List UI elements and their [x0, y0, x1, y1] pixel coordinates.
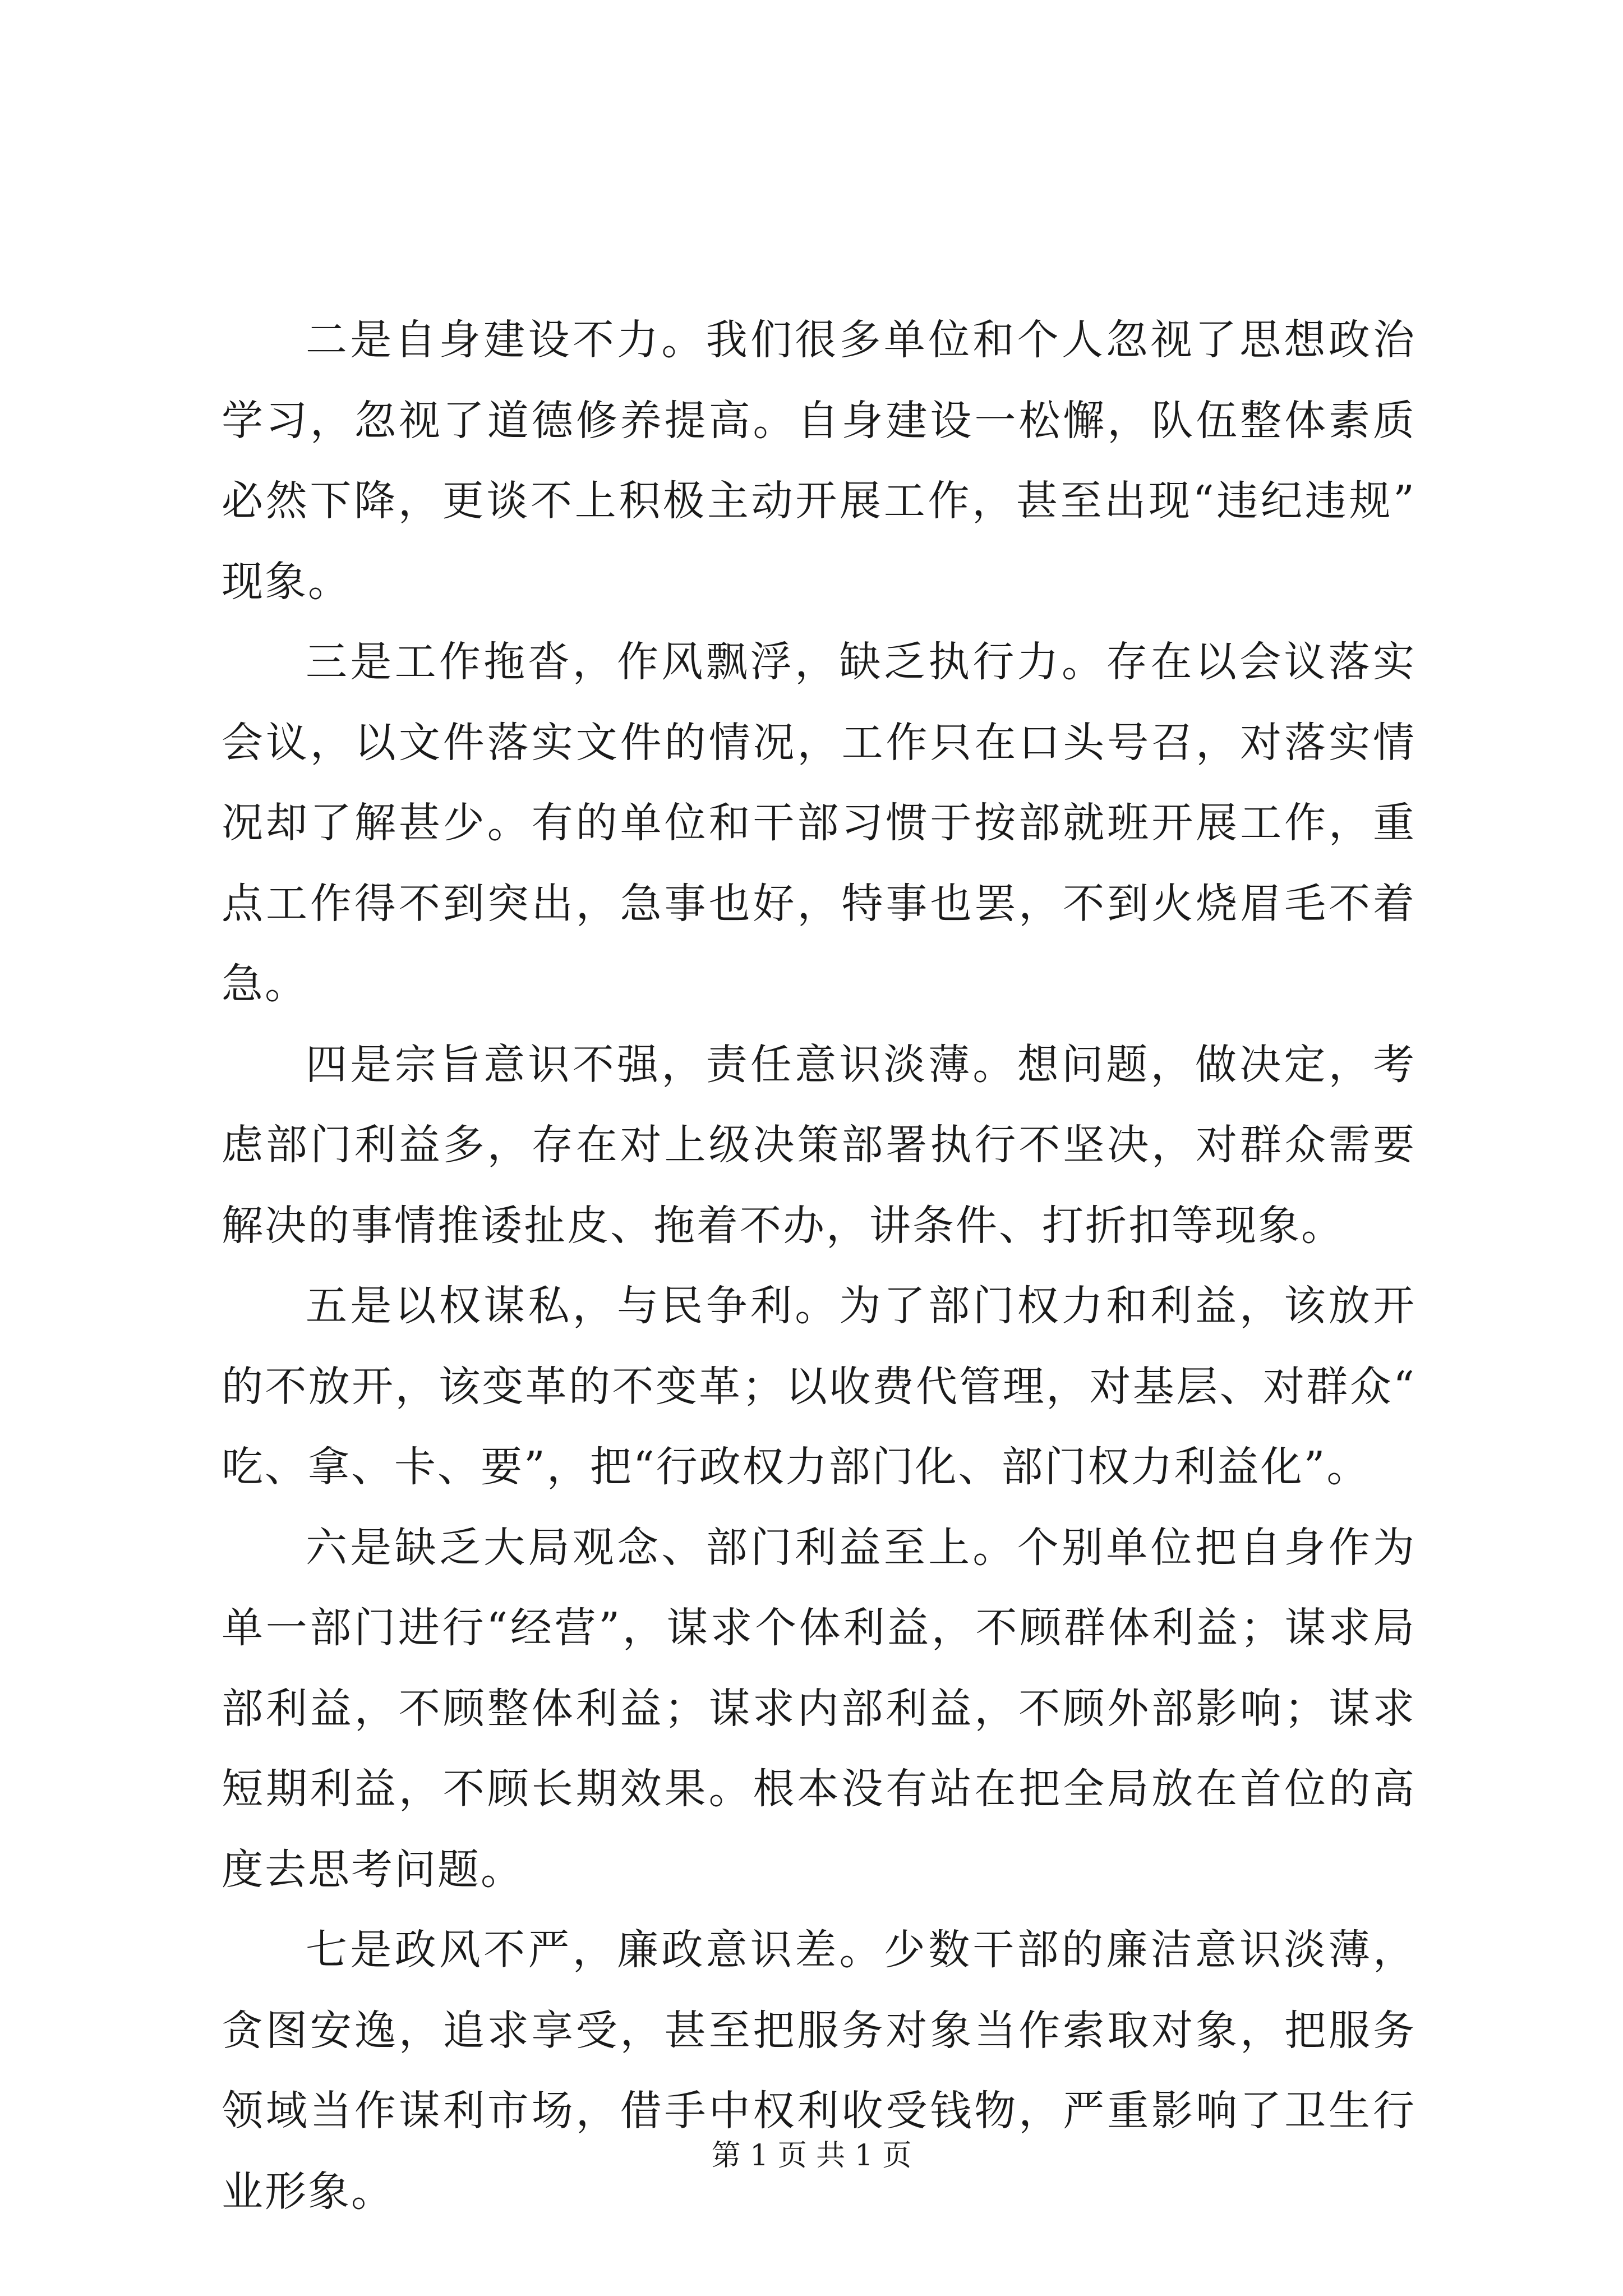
page-number: 第 1 页 共 1 页 [711, 2139, 912, 2173]
paragraph-7: 七是政风不严，廉政意识差。少数干部的廉洁意识淡薄，贪图安逸，追求享受，甚至把服务对象当作索取对象，把服务领域当作谋利市场，借手中权利收受钱物，严重影响了卫生行业形象。 [222, 1926, 1416, 2216]
paragraph-6: 六是缺乏大局观念、部门利益至上。个别单位把自身作为单一部门进行“经营”，谋求个体利益，不顾群体利益；谋求局部利益，不顾整体利益；谋求内部利益，不顾外部影响；谋求短期利益，不顾长期效果。根本没有站在把全局放在首位的高度去思考问题。 [222, 1523, 1416, 1894]
paragraph-2: 二是自身建设不力。我们很多单位和个人忽视了思想政治学习，忽视了道德修养提高。自身建设一松懈，队伍整体素质必然下降，更谈不上积极主动开展工作，甚至出现“违纪违规”现象。 [222, 316, 1416, 606]
paragraph-5: 五是以权谋私，与民争利。为了部门权力和利益，该放开的不放开，该变革的不变革；以收费代管理，对基层、对群众“吃、拿、卡、要”，把“行政权力部门化、部门权力利益化”。 [222, 1282, 1416, 1491]
paragraph-4: 四是宗旨意识不强，责任意识淡薄。想问题，做决定，考虑部门利益多，存在对上级决策部署执行不坚决，对群众需要解决的事情推诿扯皮、拖着不办，讲条件、打折扣等现象。 [222, 1040, 1416, 1250]
page-footer [0, 2132, 1623, 2174]
paragraph-3: 三是工作拖沓，作风飘浮，缺乏执行力。存在以会议落实会议，以文件落实文件的情况，工作只在口头号召，对落实情况却了解甚少。有的单位和干部习惯于按部就班开展工作，重点工作得不到突出，急事也好，特事也罢，不到火烧眉毛不着急。 [222, 638, 1416, 1008]
document-body [222, 300, 1416, 2232]
